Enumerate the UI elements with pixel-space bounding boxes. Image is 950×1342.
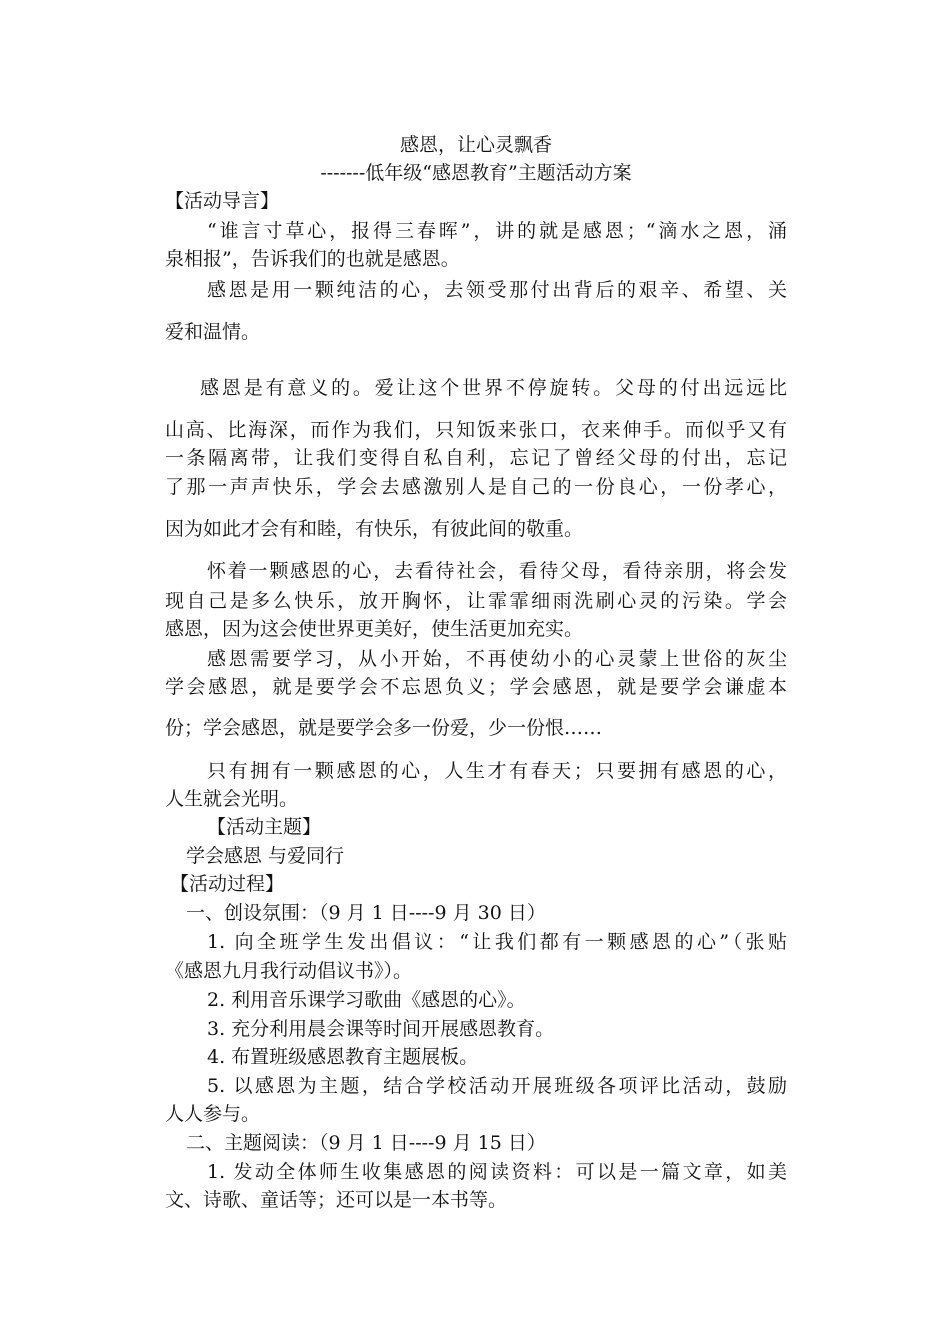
paragraph-line: 感恩是有意义的。爱让这个世界不停旋转。父母的付出远远比: [200, 377, 787, 399]
paragraph-line: 现自己是多么快乐，放开胸怀，让霏霏细雨洗刷心灵的污染。学会: [165, 590, 787, 612]
paragraph-line: 一条隔离带，让我们变得自私自利，忘记了曾经父母的付出，忘记: [165, 447, 787, 469]
paragraph-line: 感恩，因为这会使世界更美好，使生活更加充实。: [165, 618, 584, 640]
list-item: 2. 利用音乐课学习歌曲《感恩的心》。: [207, 989, 526, 1011]
list-item: 1. 发动全体师生收集感恩的阅读资料：可以是一篇文章，如美: [207, 1161, 787, 1183]
list-item: 3. 充分利用晨会课等时间开展感恩教育。: [207, 1018, 555, 1040]
paragraph-line: 爱和温情。: [165, 321, 261, 343]
paragraph-line: 山高、比海深，而作为我们，只知饭来张口，衣来伸手。而似乎又有: [165, 419, 787, 441]
paragraph-line: 因为如此才会有和睦，有快乐，有彼此间的敬重。: [165, 518, 584, 540]
paragraph-line: 怀着一颗感恩的心，去看待社会，看待父母，看待亲朋，将会发: [207, 560, 787, 582]
doc-title: 感恩，让心灵飘香: [399, 134, 552, 156]
heading-theme: 【活动主题】: [207, 816, 322, 838]
doc-subtitle: -------低年级“感恩教育”主题活动方案: [320, 162, 632, 184]
list-item: 人人参与。: [165, 1103, 261, 1125]
paragraph-line: 人生就会光明。: [165, 788, 299, 810]
section-heading: 一、创设氛围：（9 月 1 日----9 月 30 日）: [186, 902, 546, 924]
list-item: 1. 向全班学生发出倡议：“让我们都有一颗感恩的心”（张贴: [207, 931, 787, 953]
paragraph-line: 只有拥有一颗感恩的心，人生才有春天；只要拥有感恩的心，: [207, 760, 787, 782]
paragraph-line: 学会感恩，就是要学会不忘恩负义；学会感恩，就是要学会谦虚本: [165, 676, 787, 698]
paragraph-line: 份；学会感恩，就是要学会多一份爱，少一份恨……: [165, 717, 603, 739]
section-heading: 二、主题阅读：（9 月 1 日----9 月 15 日）: [186, 1132, 546, 1154]
paragraph-line: 泉相报”，告诉我们的也就是感恩。: [165, 248, 460, 270]
paragraph-line: 了那一声声快乐，学会去感激别人是自己的一份良心，一份孝心，: [165, 476, 787, 498]
paragraph-line: 感恩是用一颗纯洁的心，去领受那付出背后的艰辛、希望、关: [207, 279, 787, 301]
list-item: 《感恩九月我行动倡议书》）。: [165, 960, 413, 982]
heading-intro: 【活动导言】: [165, 190, 280, 212]
paragraph-line: “谁言寸草心，报得三春晖”，讲的就是感恩；“滴水之恩，涌: [207, 220, 787, 242]
paragraph-line: 感恩需要学习，从小开始，不再使幼小的心灵蒙上世俗的灰尘: [207, 648, 787, 670]
list-item: 文、诗歌、童话等；还可以是一本书等。: [165, 1189, 508, 1211]
theme-text: 学会感恩 与爱同行: [186, 845, 345, 867]
list-item: 5. 以感恩为主题，结合学校活动开展班级各项评比活动，鼓励: [207, 1075, 787, 1097]
heading-process: 【活动过程】: [170, 873, 285, 895]
list-item: 4. 布置班级感恩教育主题展板。: [207, 1046, 479, 1068]
